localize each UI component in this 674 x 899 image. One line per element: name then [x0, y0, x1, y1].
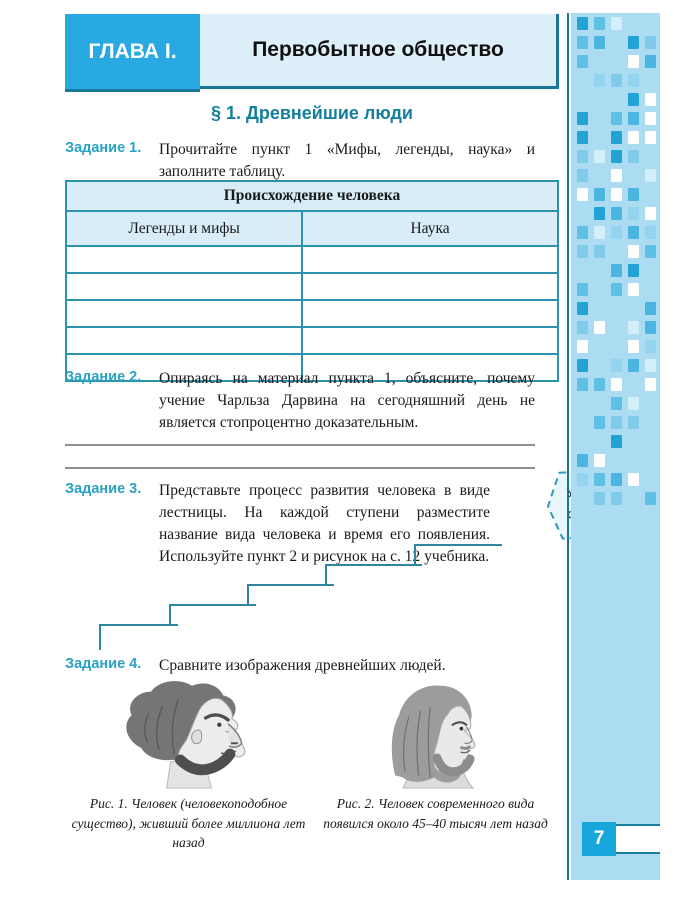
origin-table-body: [66, 246, 558, 381]
mosaic-square: [594, 150, 605, 163]
mosaic-square: [594, 36, 605, 49]
answer-line: [65, 467, 535, 469]
sidebar-mosaic: [571, 13, 660, 880]
mosaic-square: [628, 321, 639, 334]
mosaic-square: [577, 378, 588, 391]
mosaic-square: [611, 397, 622, 410]
task-4-label: Задание 4.: [65, 656, 142, 672]
table-title: Происхождение человека: [66, 181, 558, 211]
table-empty-cell: [302, 246, 558, 273]
page-number: 7: [582, 822, 616, 856]
task-2-label: Задание 2.: [65, 369, 142, 385]
mosaic-square: [577, 169, 588, 182]
mosaic-square: [594, 473, 605, 486]
mosaic-square: [628, 188, 639, 201]
mosaic-square: [628, 359, 639, 372]
mosaic-square: [594, 321, 605, 334]
table-empty-row: [66, 273, 558, 300]
task-1: [65, 139, 535, 183]
mosaic-square: [611, 473, 622, 486]
task-4: [65, 655, 535, 677]
task-1-text: Прочитайте пункт 1 «Мифы, легенды, наука» и заполните таблицу.: [159, 141, 535, 180]
mosaic-square: [645, 359, 656, 372]
origin-table: [65, 180, 559, 382]
figure1-caption: Рис. 1. Человек (человекоподобное существо), живший более миллиона лет назад: [71, 796, 306, 851]
mosaic-square: [628, 131, 639, 144]
figures-row: [65, 678, 559, 790]
chapter-label: [65, 14, 200, 92]
mosaic-square: [645, 207, 656, 220]
mosaic-square: [645, 245, 656, 258]
mosaic-square: [577, 112, 588, 125]
mosaic-square: [628, 245, 639, 258]
table-empty-row: [66, 327, 558, 354]
mosaic-square: [628, 112, 639, 125]
task-2-text: Опираясь на материал пункта 1, объясните, почему учение Чарльза Дарвина на сегодняшний день не является стопроцентно доказательным.: [159, 370, 535, 431]
figure-captions: [65, 794, 559, 853]
mosaic-square: [645, 492, 656, 505]
mosaic-square: [577, 150, 588, 163]
task-4-text: Сравните изображения древнейших людей.: [159, 657, 446, 674]
mosaic-square: [628, 397, 639, 410]
mosaic-square: [594, 188, 605, 201]
mosaic-square: [628, 150, 639, 163]
mosaic-square: [577, 302, 588, 315]
mosaic-square: [577, 473, 588, 486]
table-col-legends: Легенды и мифы: [66, 211, 302, 246]
mosaic-square: [611, 378, 622, 391]
mosaic-square: [611, 169, 622, 182]
table-empty-cell: [66, 273, 302, 300]
mosaic-square: [611, 17, 622, 30]
mosaic-square: [611, 416, 622, 429]
staircase-diagram: [90, 538, 510, 653]
mosaic-square: [594, 378, 605, 391]
mosaic-square: [628, 207, 639, 220]
mosaic-square: [594, 226, 605, 239]
mosaic-square: [594, 454, 605, 467]
mosaic-square: [645, 340, 656, 353]
mosaic-square: [645, 112, 656, 125]
mosaic-square: [594, 416, 605, 429]
table-col-science: Наука: [302, 211, 558, 246]
sidebar-divider-line: [567, 13, 569, 880]
table-empty-cell: [302, 300, 558, 327]
mosaic-square: [611, 131, 622, 144]
table-empty-cell: [66, 300, 302, 327]
mosaic-square: [645, 302, 656, 315]
mosaic-square: [628, 340, 639, 353]
mosaic-square: [611, 150, 622, 163]
figure1-image: [110, 678, 275, 790]
task-1-label: Задание 1.: [65, 140, 142, 156]
table-empty-cell: [302, 327, 558, 354]
mosaic-square: [645, 378, 656, 391]
mosaic-square: [628, 416, 639, 429]
mosaic-square: [577, 283, 588, 296]
mosaic-square: [577, 359, 588, 372]
table-empty-cell: [66, 246, 302, 273]
mosaic-square: [645, 55, 656, 68]
table-empty-row: [66, 246, 558, 273]
mosaic-square: [577, 55, 588, 68]
mosaic-square: [611, 264, 622, 277]
mosaic-square: [577, 188, 588, 201]
mosaic-square: [611, 492, 622, 505]
mosaic-square: [594, 17, 605, 30]
mosaic-square: [577, 131, 588, 144]
mosaic-square: [594, 207, 605, 220]
mosaic-square: [628, 55, 639, 68]
mosaic-square: [594, 492, 605, 505]
mosaic-square: [577, 245, 588, 258]
mosaic-square: [611, 112, 622, 125]
mosaic-square: [577, 340, 588, 353]
mosaic-square: [645, 93, 656, 106]
section-title: § 1. Древнейшие люди: [210, 103, 413, 123]
task-2: [65, 368, 535, 434]
figure2-caption: Рис. 2. Человек современного вида появился около 45–40 тысяч лет назад: [323, 796, 548, 831]
table-empty-cell: [302, 273, 558, 300]
mosaic-square: [628, 93, 639, 106]
mosaic-square: [611, 283, 622, 296]
mosaic-square: [594, 74, 605, 87]
chapter-title-text: Первобытное общество: [252, 38, 504, 61]
mosaic-square: [611, 74, 622, 87]
figure2-image: [364, 678, 514, 790]
table-empty-cell: [66, 327, 302, 354]
mosaic-square: [577, 36, 588, 49]
mosaic-square: [628, 264, 639, 277]
mosaic-square: [577, 454, 588, 467]
mosaic-square: [628, 283, 639, 296]
mosaic-square: [645, 321, 656, 334]
chapter-label-text: ГЛАВА I.: [88, 39, 177, 63]
mosaic-square: [577, 17, 588, 30]
mosaic-square: [594, 245, 605, 258]
mosaic-square: [628, 473, 639, 486]
mosaic-square: [645, 169, 656, 182]
mosaic-square: [645, 131, 656, 144]
mosaic-square: [645, 36, 656, 49]
task-3-label: Задание 3.: [65, 481, 142, 497]
mosaic-square: [645, 226, 656, 239]
mosaic-square: [611, 435, 622, 448]
mosaic-square: [628, 36, 639, 49]
mosaic-square: [611, 359, 622, 372]
mosaic-square: [628, 74, 639, 87]
mosaic-square: [628, 226, 639, 239]
mosaic-square: [577, 321, 588, 334]
table-empty-row: [66, 300, 558, 327]
task-3-text: Представьте процесс развития человека в виде лестницы. На каждой ступени разместите название вида человека и время его появления. Используйте пункт 2 и рисунок на с. 12 учебника.: [159, 482, 490, 565]
answer-line: [65, 444, 535, 446]
mosaic-square: [577, 226, 588, 239]
mosaic-square: [611, 188, 622, 201]
chapter-title: [200, 14, 559, 89]
page-number-notch: [616, 824, 660, 854]
mosaic-square: [611, 207, 622, 220]
mosaic-square: [611, 226, 622, 239]
